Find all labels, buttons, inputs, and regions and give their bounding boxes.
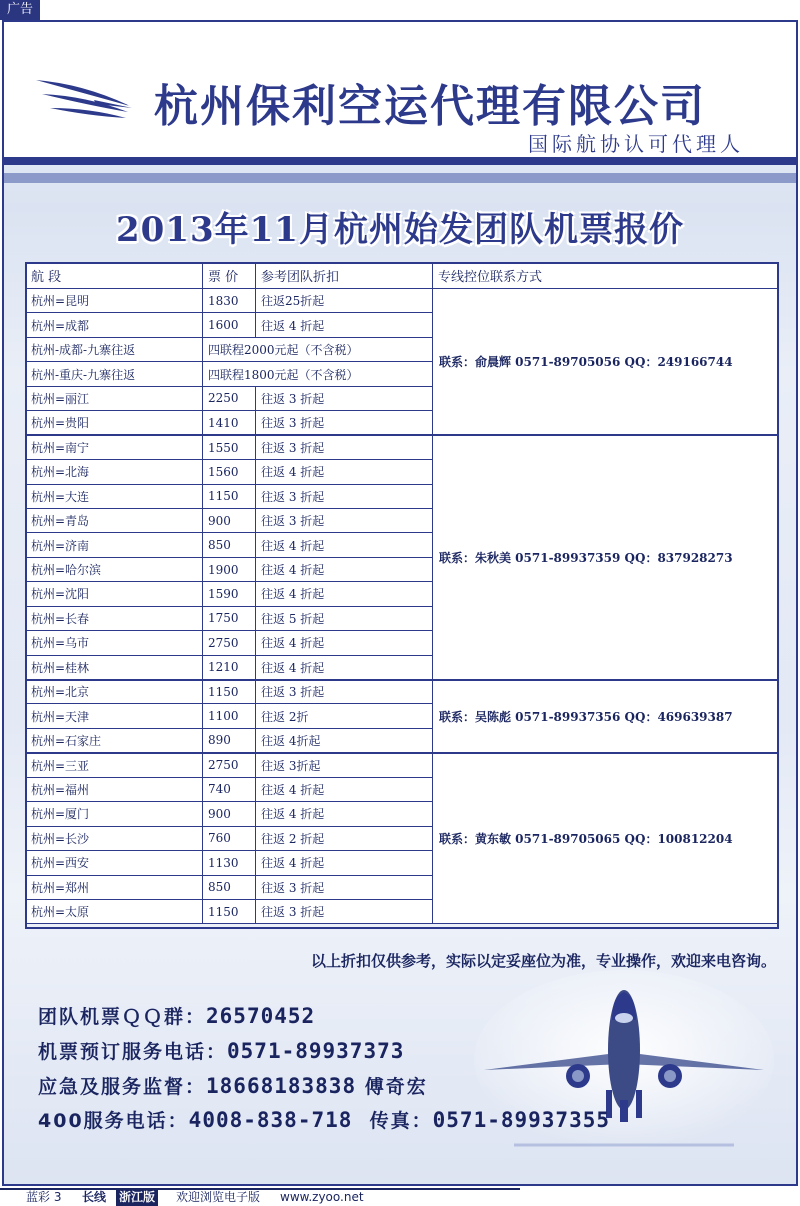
- discount-cell: 往返 4 折起: [256, 802, 433, 826]
- fare-table: [25, 262, 779, 924]
- price-cell: 1150: [203, 680, 256, 704]
- footer-page-number: 蓝彩 3: [26, 1190, 62, 1204]
- route-cell: 杭州=石家庄: [26, 728, 203, 752]
- disclaimer-note: 以上折扣仅供参考，实际以定妥座位为准，专业操作，欢迎来电咨询。: [310, 952, 776, 970]
- discount-cell: 往返 2 折起: [256, 826, 433, 850]
- contact-cell: 联系：黄东敏 0571-89705065 QQ：100812204: [433, 753, 779, 924]
- emergency-line: [38, 1072, 428, 1099]
- discount-cell: 往返 4 折起: [256, 533, 433, 557]
- route-cell: 杭州-成都-九寨往返: [26, 337, 203, 361]
- route-cell: 杭州=南宁: [26, 435, 203, 459]
- column-header-price: 票 价: [203, 263, 256, 289]
- discount-cell: 往返 3 折起: [256, 899, 433, 923]
- emergency-label: 应急及服务监督：: [38, 1076, 207, 1098]
- discount-cell: 往返 3折起: [256, 753, 433, 777]
- discount-cell: 往返 4折起: [256, 728, 433, 752]
- hotline-phone: 4008-838-718: [188, 1108, 353, 1132]
- booking-phone: 0571-89937373: [227, 1039, 405, 1063]
- column-header-contact: 专线控位联系方式: [433, 263, 779, 289]
- price-cell: 2750: [203, 753, 256, 777]
- booking-line: [38, 1037, 404, 1064]
- page-footer: [0, 1188, 800, 1206]
- discount-cell: 往返 4 折起: [256, 655, 433, 679]
- route-cell: 杭州=成都: [26, 313, 203, 337]
- price-cell: 1560: [203, 460, 256, 484]
- route-cell: 杭州-重庆-九寨往返: [26, 362, 203, 386]
- emergency-name: 傅奇宏: [364, 1076, 428, 1098]
- footer-brand: 长线: [82, 1190, 107, 1204]
- price-cell: 1150: [203, 484, 256, 508]
- discount-cell: 往返 4 折起: [256, 777, 433, 801]
- price-cell: 850: [203, 533, 256, 557]
- discount-cell: 往返 3 折起: [256, 411, 433, 435]
- price-cell: 1550: [203, 435, 256, 459]
- route-cell: 杭州=三亚: [26, 753, 203, 777]
- company-name: 杭州保利空运代理有限公司: [154, 81, 706, 132]
- route-cell: 杭州=桂林: [26, 655, 203, 679]
- column-header-route: 航 段: [26, 263, 203, 289]
- discount-cell: 往返 3 折起: [256, 386, 433, 410]
- contact-cell: 联系：吴陈彪 0571-89937356 QQ：469639387: [433, 680, 779, 753]
- route-cell: 杭州=济南: [26, 533, 203, 557]
- price-cell: 1210: [203, 655, 256, 679]
- discount-cell: 往返 4 折起: [256, 582, 433, 606]
- route-cell: 杭州=青岛: [26, 508, 203, 532]
- route-cell: 杭州=太原: [26, 899, 203, 923]
- discount-cell: 往返 4 折起: [256, 313, 433, 337]
- discount-cell: 往返 4 折起: [256, 631, 433, 655]
- ad-tag: 广告: [0, 0, 40, 20]
- route-cell: 杭州=长春: [26, 606, 203, 630]
- table-row: [26, 289, 779, 313]
- qq-group-line: [38, 1002, 315, 1029]
- price-cell: 890: [203, 728, 256, 752]
- fax-number: 0571-89937355: [432, 1108, 611, 1132]
- table-row: [26, 680, 779, 704]
- discount-cell: 往返 4 折起: [256, 460, 433, 484]
- price-list-title: 2013年11月杭州始发团队机票报价: [116, 210, 684, 250]
- package-price-cell: 四联程2000元起（不含税）: [203, 337, 433, 361]
- discount-cell: 往返 3 折起: [256, 680, 433, 704]
- airline-logo-icon: [34, 66, 134, 126]
- price-cell: 900: [203, 508, 256, 532]
- contact-cell: 联系：朱秋美 0571-89937359 QQ：837928273: [433, 435, 779, 679]
- price-cell: 1830: [203, 289, 256, 313]
- price-cell: 850: [203, 875, 256, 899]
- discount-cell: 往返 3 折起: [256, 435, 433, 459]
- route-cell: 杭州=昆明: [26, 289, 203, 313]
- price-cell: 1590: [203, 582, 256, 606]
- company-subtitle: 国际航协认可代理人: [528, 132, 744, 156]
- price-cell: 1100: [203, 704, 256, 728]
- price-cell: 1900: [203, 557, 256, 581]
- qq-group-label: 团队机票ＱＱ群：: [38, 1006, 207, 1028]
- price-cell: 1150: [203, 899, 256, 923]
- price-cell: 1600: [203, 313, 256, 337]
- price-cell: 760: [203, 826, 256, 850]
- price-cell: 2250: [203, 386, 256, 410]
- route-cell: 杭州=乌市: [26, 631, 203, 655]
- footer-edition: 浙江版: [116, 1188, 158, 1206]
- price-cell: 1410: [203, 411, 256, 435]
- route-cell: 杭州=哈尔滨: [26, 557, 203, 581]
- header-band: [4, 173, 796, 183]
- discount-cell: 往返 2折: [256, 704, 433, 728]
- discount-cell: 往返 3 折起: [256, 484, 433, 508]
- footer-welcome: 欢迎浏览电子版: [176, 1190, 261, 1204]
- price-cell: 740: [203, 777, 256, 801]
- route-cell: 杭州=郑州: [26, 875, 203, 899]
- route-cell: 杭州=贵阳: [26, 411, 203, 435]
- table-row: [26, 753, 779, 777]
- route-cell: 杭州=西安: [26, 851, 203, 875]
- route-cell: 杭州=天津: [26, 704, 203, 728]
- discount-cell: 往返 5 折起: [256, 606, 433, 630]
- company-header: [4, 22, 796, 165]
- route-cell: 杭州=沈阳: [26, 582, 203, 606]
- booking-label: 机票预订服务电话：: [38, 1041, 228, 1063]
- qq-group-number: 26570452: [206, 1004, 316, 1028]
- advertisement-page: [2, 20, 798, 1186]
- column-header-discount: 参考团队折扣: [256, 263, 433, 289]
- discount-cell: 往返25折起: [256, 289, 433, 313]
- fax-label: 传真：: [369, 1110, 433, 1132]
- route-cell: 杭州=大连: [26, 484, 203, 508]
- footer-url[interactable]: www.zyoo.net: [280, 1190, 364, 1204]
- discount-cell: 往返 3 折起: [256, 875, 433, 899]
- route-cell: 杭州=北京: [26, 680, 203, 704]
- price-cell: 2750: [203, 631, 256, 655]
- discount-cell: 往返 4 折起: [256, 557, 433, 581]
- discount-cell: 往返 4 折起: [256, 851, 433, 875]
- price-cell: 1130: [203, 851, 256, 875]
- emergency-phone: 18668183838: [206, 1074, 357, 1098]
- route-cell: 杭州=丽江: [26, 386, 203, 410]
- route-cell: 杭州=福州: [26, 777, 203, 801]
- price-cell: 900: [203, 802, 256, 826]
- route-cell: 杭州=长沙: [26, 826, 203, 850]
- route-cell: 杭州=厦门: [26, 802, 203, 826]
- hotline-label: 400服务电话：: [38, 1110, 189, 1132]
- hotline-line: [38, 1106, 610, 1133]
- price-cell: 1750: [203, 606, 256, 630]
- contact-cell: 联系：俞晨辉 0571-89705056 QQ：249166744: [433, 289, 779, 436]
- route-cell: 杭州=北海: [26, 460, 203, 484]
- table-header-row: [26, 263, 779, 289]
- discount-cell: 往返 3 折起: [256, 508, 433, 532]
- table-row: [26, 435, 779, 459]
- package-price-cell: 四联程1800元起（不含税）: [203, 362, 433, 386]
